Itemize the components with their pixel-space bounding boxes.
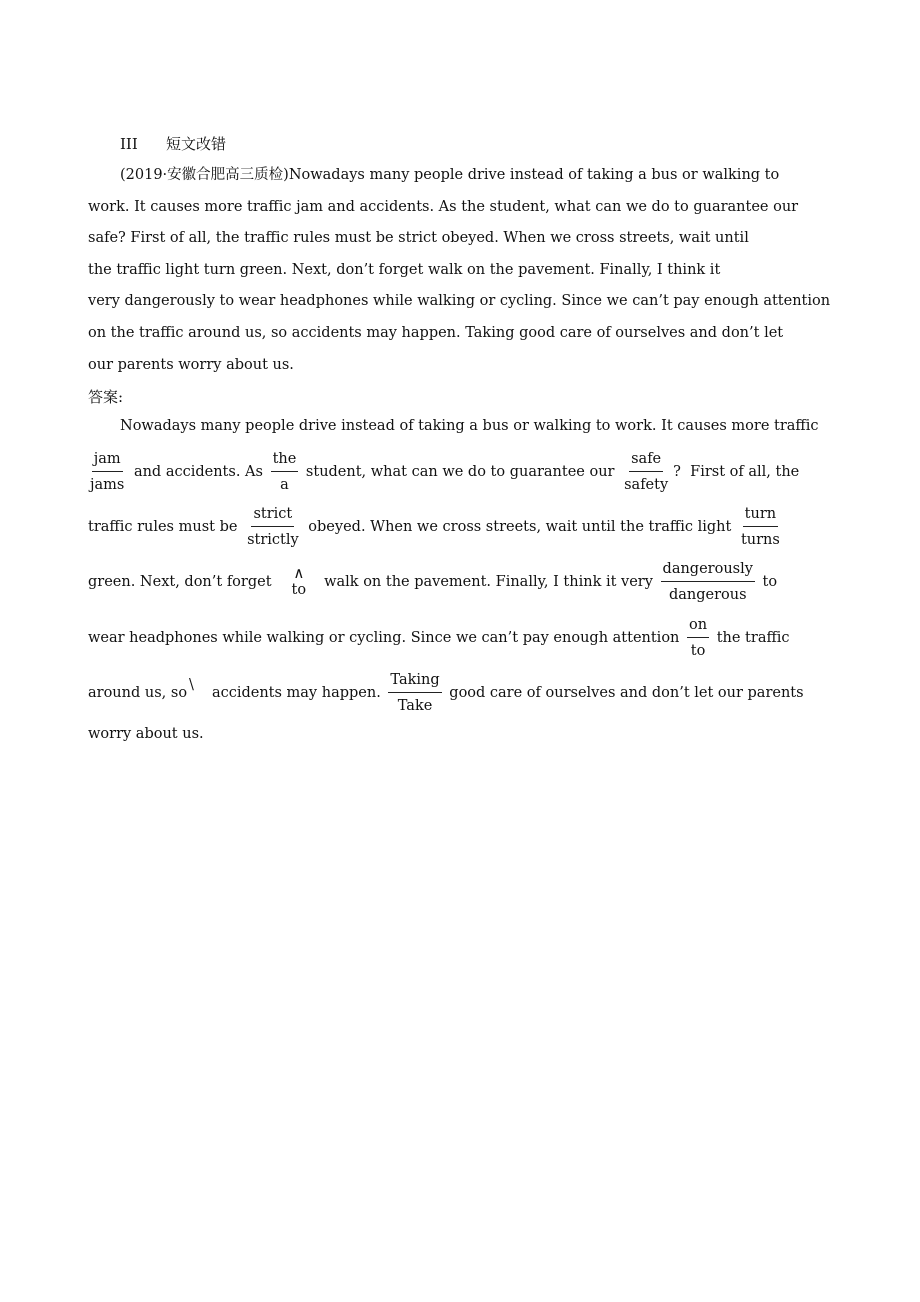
answer-text: the traffic (712, 630, 790, 646)
original-word: the (271, 450, 299, 472)
corrected-word: safety (624, 477, 669, 493)
corrected-word: Take (397, 698, 433, 714)
answer-text: student, what can we do to guarantee our (301, 464, 620, 480)
original-word: dangerously (661, 560, 755, 582)
answer-last (88, 726, 204, 742)
section-title: 短文改错 (166, 135, 227, 153)
correction-safe (622, 450, 670, 494)
delete-slash-icon: \ (189, 677, 194, 693)
correction-strict (245, 505, 301, 549)
answer-text: walk on the pavement. Finally, I think it very (324, 574, 658, 590)
correction-on (687, 616, 709, 660)
passage (88, 160, 888, 381)
answer-row-4 (88, 616, 790, 660)
answer-text: to (757, 574, 778, 590)
passage-line: on the traffic around us, so accidents may happen. Taking good care of ourselves and don’t let (88, 324, 784, 341)
caret-icon: ∧ (293, 564, 305, 582)
correction-dangerously (661, 560, 755, 604)
answer-text: wear headphones while walking or cycling. Since we can’t pay enough attention (88, 630, 685, 646)
original-word: Taking (388, 671, 441, 693)
corrected-word: jams (90, 477, 125, 493)
original-word: jam (92, 450, 123, 472)
section-number: III (120, 135, 138, 153)
deletion-mark (170, 677, 194, 701)
corrected-word: turns (740, 532, 780, 548)
inserted-word: to (291, 582, 307, 598)
original-word: on (687, 616, 709, 638)
section-heading (120, 133, 226, 154)
answer-text: ? First of all, the (673, 464, 800, 480)
original-word: strict (251, 505, 294, 527)
corrected-word: a (280, 477, 289, 493)
passage-line: very dangerously to wear headphones while walking or cycling. Since we can’t pay enough attention (88, 293, 831, 310)
original-word: turn (743, 505, 778, 527)
passage-line: safe? First of all, the traffic rules must be strict obeyed. When we cross streets, wait until (88, 230, 749, 247)
answer-row-1 (88, 450, 799, 494)
passage-line: the traffic light turn green. Next, don’t forget walk on the pavement. Finally, I think it (88, 261, 721, 278)
answer-text: accidents may happen. (211, 685, 386, 701)
correction-turn (739, 505, 782, 549)
answer-text: green. Next, don’t forget (88, 574, 272, 590)
answer-text: Nowadays many people drive instead of taking a bus or walking to work. It causes more traffic (120, 418, 819, 434)
answer-text: good care of ourselves and don’t let our parents (444, 685, 804, 701)
answer-text: and accidents. As (129, 464, 268, 480)
answer-label: 答案: (88, 388, 124, 406)
answer-text: around us, (88, 685, 171, 701)
answer-intro (120, 418, 819, 434)
corrected-word: strictly (247, 532, 299, 548)
correction-the (271, 450, 299, 494)
answer-row-5 (88, 671, 804, 715)
answer-row-2 (88, 505, 785, 549)
insertion-mark (292, 565, 307, 599)
deleted-word: so (170, 685, 188, 701)
passage-line: work. It causes more traffic jam and accidents. As the student, what can we do to guarantee our (88, 198, 799, 215)
answer-row-3 (88, 560, 777, 604)
answer-text: traffic rules must be (88, 519, 243, 535)
correction-jam (88, 450, 126, 494)
corrected-word: dangerous (668, 587, 747, 603)
original-word: safe (629, 450, 663, 472)
answer-text: obeyed. When we cross streets, wait until the traffic light (303, 519, 736, 535)
passage-line: (2019·安徽合肥高三质检)Nowadays many people drive instead of taking a bus or walking to (120, 167, 780, 183)
answer-text: worry about us. (88, 726, 204, 742)
corrected-word: to (690, 643, 706, 659)
passage-line: our parents worry about us. (88, 356, 294, 373)
correction-taking (388, 671, 441, 715)
